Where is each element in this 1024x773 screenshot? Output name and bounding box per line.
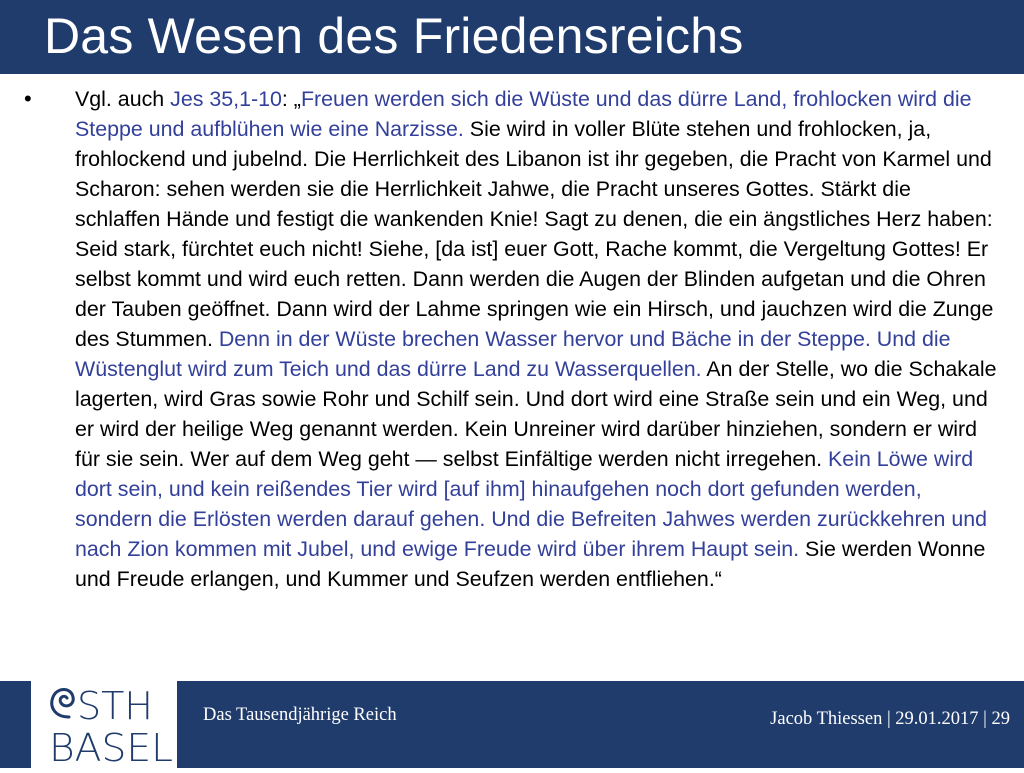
quote-segment: An der Stelle, wo die Schakale lagerten, wird Gras sowie Rohr und Schilf sein. Und dort wird eine Straße sein und ein Weg, und er wird der heilige Weg genannt werden. Kein Unreiner wird darüber hinziehen, sondern er wird für sie sein. Wer auf dem Weg geht — selbst Einfältige werden nicht irregehen. xyxy=(75,357,997,471)
highlighted-passage: Kein Löwe wird dort sein, und kein reißendes Tier wird [auf ihm] hinaufgehen noch dort gefunden werden, sondern die Erlösten werden darauf gehen. Und die Befreiten Jahwes werden zurückkehren und nach Zion kommen mit Jubel, und ewige Freude wird über ihrem Haupt sein. xyxy=(75,447,988,561)
footer-author-date-page: Jacob Thiessen | 29.01.2017 | 29 xyxy=(770,709,1010,729)
quote-segment: Sie werden Wonne und Freude erlangen, und Kummer und Seufzen werden entfliehen.“ xyxy=(75,537,986,591)
highlighted-passage: Denn in der Wüste brechen Wasser hervor und Bäche in der Steppe. Und die Wüstenglut wird zum Teich und das dürre Land zu Wasserquellen. xyxy=(75,327,951,381)
highlighted-passage: Freuen werden sich die Wüste und das dürre Land, frohlocken wird die Steppe und aufblühen wie eine Narzisse. xyxy=(75,87,972,141)
scripture-reference: Jes 35,1-10 xyxy=(170,87,282,111)
sth-basel-logo xyxy=(31,681,177,768)
quote-segment: Vgl. auch xyxy=(75,87,171,111)
footer-topic: Das Tausendjährige Reich xyxy=(203,705,397,725)
logo-graphic xyxy=(31,681,177,768)
slide-content xyxy=(0,80,1024,670)
spiral-icon xyxy=(52,690,73,718)
bullet-marker: • xyxy=(24,86,32,111)
slide-title: Das Wesen des Friedensreichs xyxy=(44,8,744,64)
bible-quote-paragraph xyxy=(75,84,1001,594)
title-bar xyxy=(0,0,1024,74)
quote-segment: Sie wird in voller Blüte stehen und frohlocken, ja, frohlockend und jubelnd. Die Herrlichkeit des Libanon ist ihr gegeben, die Pracht von Karmel und Scharon: sehen werden sie die Herrlichkeit Jahwe, die Pracht unseres Gottes. Stärkt die schlaffen Hände und festigt die wankenden Knie! Sagt zu denen, die ein ängstliches Herz haben: Seid stark, fürchtet euch nicht! Siehe, [da ist] euer Gott, Rache kommt, die Vergeltung Gottes! Er selbst kommt und wird euch retten. Dann werden die Augen der Blinden aufgetan und die Ohren der Tauben geöffnet. Dann wird der Lahme springen wie ein Hirsch, und jauchzen wird die Zunge des Stummen. xyxy=(75,117,994,351)
footer-band xyxy=(177,681,1024,768)
logo-line-basel: BASEL xyxy=(49,726,173,768)
logo-line-sth: STH xyxy=(77,684,153,728)
footer-accent xyxy=(0,681,31,768)
footer xyxy=(0,681,1024,768)
quote-segment: : „ xyxy=(281,87,301,111)
